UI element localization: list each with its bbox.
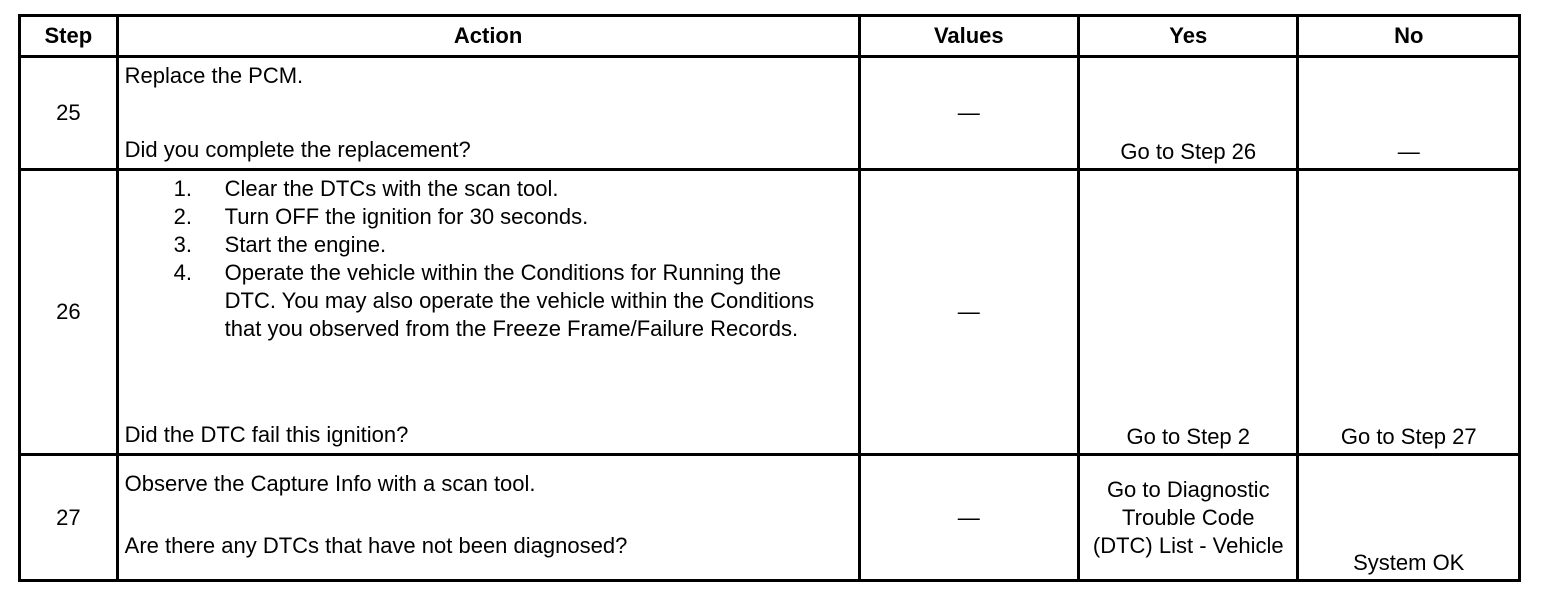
header-action: Action [117,16,859,57]
header-values: Values [859,16,1078,57]
step-number: 25 [20,57,118,170]
action-question: Are there any DTCs that have not been diagnosed? [124,533,628,558]
header-row [20,16,1520,57]
action-instruction: Observe the Capture Info with a scan tool. [124,471,536,496]
action-cell [117,455,859,581]
no-cell: System OK [1298,455,1520,581]
procedure-number: 1. [173,176,192,201]
step-number: 26 [20,170,118,455]
procedure-text: Start the engine. [224,232,387,257]
no-cell: Go to Step 27 [1298,170,1520,455]
values-cell: — [859,455,1078,581]
procedure-number: 4. [173,260,192,285]
values-cell: — [859,170,1078,455]
step-number: 27 [20,455,118,581]
procedure-number: 2. [173,204,192,229]
yes-cell: Go to Step 2 [1079,170,1298,455]
procedure-list [125,175,852,343]
step-row-26 [20,170,1520,455]
step-row-25 [20,57,1520,170]
action-question: Did you complete the replacement? [124,137,471,162]
yes-cell [1079,455,1298,581]
no-cell: — [1298,57,1520,170]
yes-link-text: Go to Diagnostic Trouble Code (DTC) List - Vehicle [1092,476,1284,558]
step-row-27 [20,455,1520,581]
action-cell [117,57,859,170]
procedure-number: 3. [173,232,192,257]
header-step: Step [20,16,118,57]
procedure-item [125,259,852,343]
procedure-text: Clear the DTCs with the scan tool. [224,176,559,201]
values-cell: — [859,57,1078,170]
header-no: No [1298,16,1520,57]
action-cell [117,170,859,455]
procedure-text: Turn OFF the ignition for 30 seconds. [224,204,589,229]
action-question: Did the DTC fail this ignition? [124,422,409,447]
procedure-item [125,231,852,259]
diagnostic-steps-table [18,14,1521,582]
yes-cell: Go to Step 26 [1079,57,1298,170]
procedure-text: Operate the vehicle within the Conditions for Running the DTC. You may also operate the vehicle within the Conditions that you observed from the Freeze Frame/Failure Records. [224,260,815,341]
procedure-item [125,175,852,203]
header-yes: Yes [1079,16,1298,57]
action-instruction: Replace the PCM. [124,63,304,88]
procedure-item [125,203,852,231]
